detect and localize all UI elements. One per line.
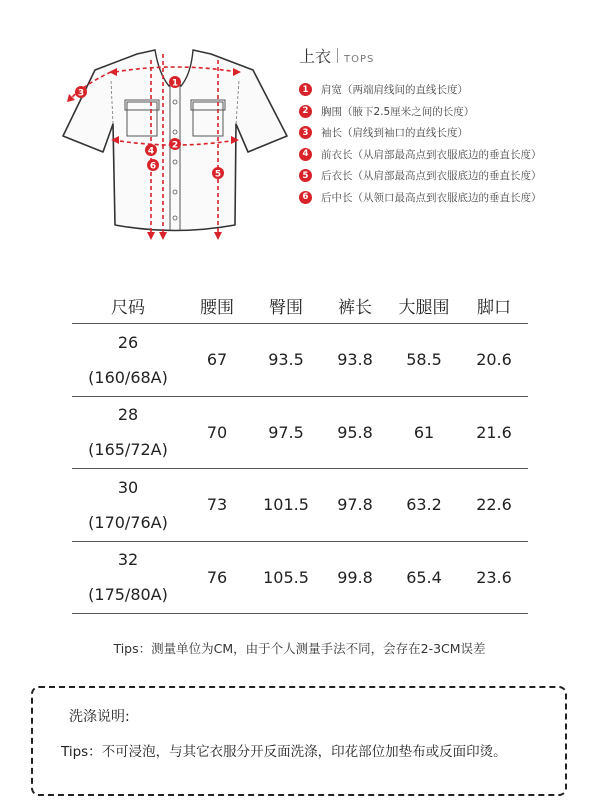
size-number: 26 — [117, 332, 139, 352]
wash-text: Tips：不可浸泡，与其它衣服分开反面洗涤，印花部位加垫布或反面印烫。 — [61, 744, 507, 760]
legend-number-badge: 5 — [299, 169, 312, 182]
header-thigh: 大腿围 — [398, 297, 450, 318]
legend-number-badge: 1 — [299, 83, 312, 96]
leg-opening-value: 21.6 — [476, 422, 512, 442]
header-leg-opening: 脚口 — [477, 297, 511, 318]
measurement-tips: Tips：测量单位为CM，由于个人测量手法不同，会存在2-3CM误差 — [113, 641, 486, 656]
measurement-legend — [299, 79, 589, 208]
legend-item — [299, 187, 589, 209]
marker-6: 6 — [149, 161, 157, 172]
marker-1: 1 — [171, 78, 179, 89]
legend-item — [299, 79, 589, 101]
leg-opening-value: 23.6 — [476, 567, 512, 587]
size-fit: (165/72A) — [88, 440, 168, 460]
header-pants-length: 裤长 — [338, 297, 372, 318]
size-cell — [72, 324, 184, 396]
legend-item — [299, 165, 589, 187]
marker-4: 4 — [147, 146, 155, 157]
pants-length-value: 95.8 — [337, 422, 373, 442]
pants-length-value: 99.8 — [337, 567, 373, 587]
size-table — [72, 288, 528, 614]
wash-instructions-box — [31, 686, 567, 796]
size-cell — [72, 542, 184, 614]
waist-value: 76 — [206, 567, 228, 587]
waist-value: 70 — [206, 422, 228, 442]
pants-length-value: 97.8 — [337, 495, 373, 515]
legend-item — [299, 144, 589, 166]
size-number: 30 — [117, 477, 139, 497]
thigh-value: 63.2 — [406, 495, 442, 515]
legend-text: 后中长（从领口最高点到衣服底边的垂直长度） — [321, 191, 542, 204]
table-row — [72, 541, 528, 614]
marker-3: 3 — [77, 88, 85, 99]
tops-title — [299, 44, 374, 67]
size-fit: (170/76A) — [88, 512, 168, 532]
legend-item — [299, 101, 589, 123]
size-cell — [72, 397, 184, 469]
size-number: 28 — [117, 405, 139, 425]
pants-length-value: 93.8 — [337, 350, 373, 370]
hip-value: 97.5 — [268, 422, 304, 442]
waist-value: 73 — [206, 495, 228, 515]
size-cell — [72, 469, 184, 541]
thigh-value: 65.4 — [406, 567, 442, 587]
table-row — [72, 468, 528, 541]
shirt-measurement-diagram-icon — [55, 40, 295, 250]
table-row — [72, 396, 528, 469]
legend-text: 肩宽（两端肩线间的直线长度） — [321, 84, 468, 97]
size-fit: (175/80A) — [88, 585, 168, 605]
marker-2: 2 — [171, 140, 179, 151]
thigh-value: 58.5 — [406, 350, 442, 370]
marker-5: 5 — [214, 169, 222, 180]
legend-item — [299, 122, 589, 144]
tops-title-en: TOPS — [344, 54, 375, 65]
legend-number-badge: 6 — [299, 191, 312, 204]
hip-value: 101.5 — [263, 495, 309, 515]
wash-title: 洗涤说明: — [69, 709, 130, 725]
leg-opening-value: 20.6 — [476, 350, 512, 370]
legend-text: 后衣长（从肩部最高点到衣服底边的垂直长度） — [321, 170, 542, 183]
legend-number-badge: 4 — [299, 148, 312, 161]
legend-number-badge: 2 — [299, 105, 312, 118]
header-waist: 腰围 — [200, 297, 234, 318]
title-divider — [337, 48, 338, 63]
header-hip: 臀围 — [269, 297, 303, 318]
size-fit: (160/68A) — [88, 367, 168, 387]
table-body — [72, 323, 528, 614]
tops-title-zh: 上衣 — [299, 47, 332, 66]
table-header-row — [72, 288, 528, 322]
leg-opening-value: 22.6 — [476, 495, 512, 515]
legend-text: 前衣长（从肩部最高点到衣服底边的垂直长度） — [321, 148, 542, 161]
header-size: 尺码 — [111, 297, 145, 318]
waist-value: 67 — [206, 350, 228, 370]
hip-value: 105.5 — [263, 567, 309, 587]
legend-text: 袖长（肩线到袖口的直线长度） — [321, 127, 468, 140]
hip-value: 93.5 — [268, 350, 304, 370]
size-number: 32 — [117, 550, 139, 570]
legend-number-badge: 3 — [299, 126, 312, 139]
table-row — [72, 324, 528, 396]
thigh-value: 61 — [413, 422, 435, 442]
legend-text: 胸围（腋下2.5厘米之间的长度） — [321, 105, 475, 118]
